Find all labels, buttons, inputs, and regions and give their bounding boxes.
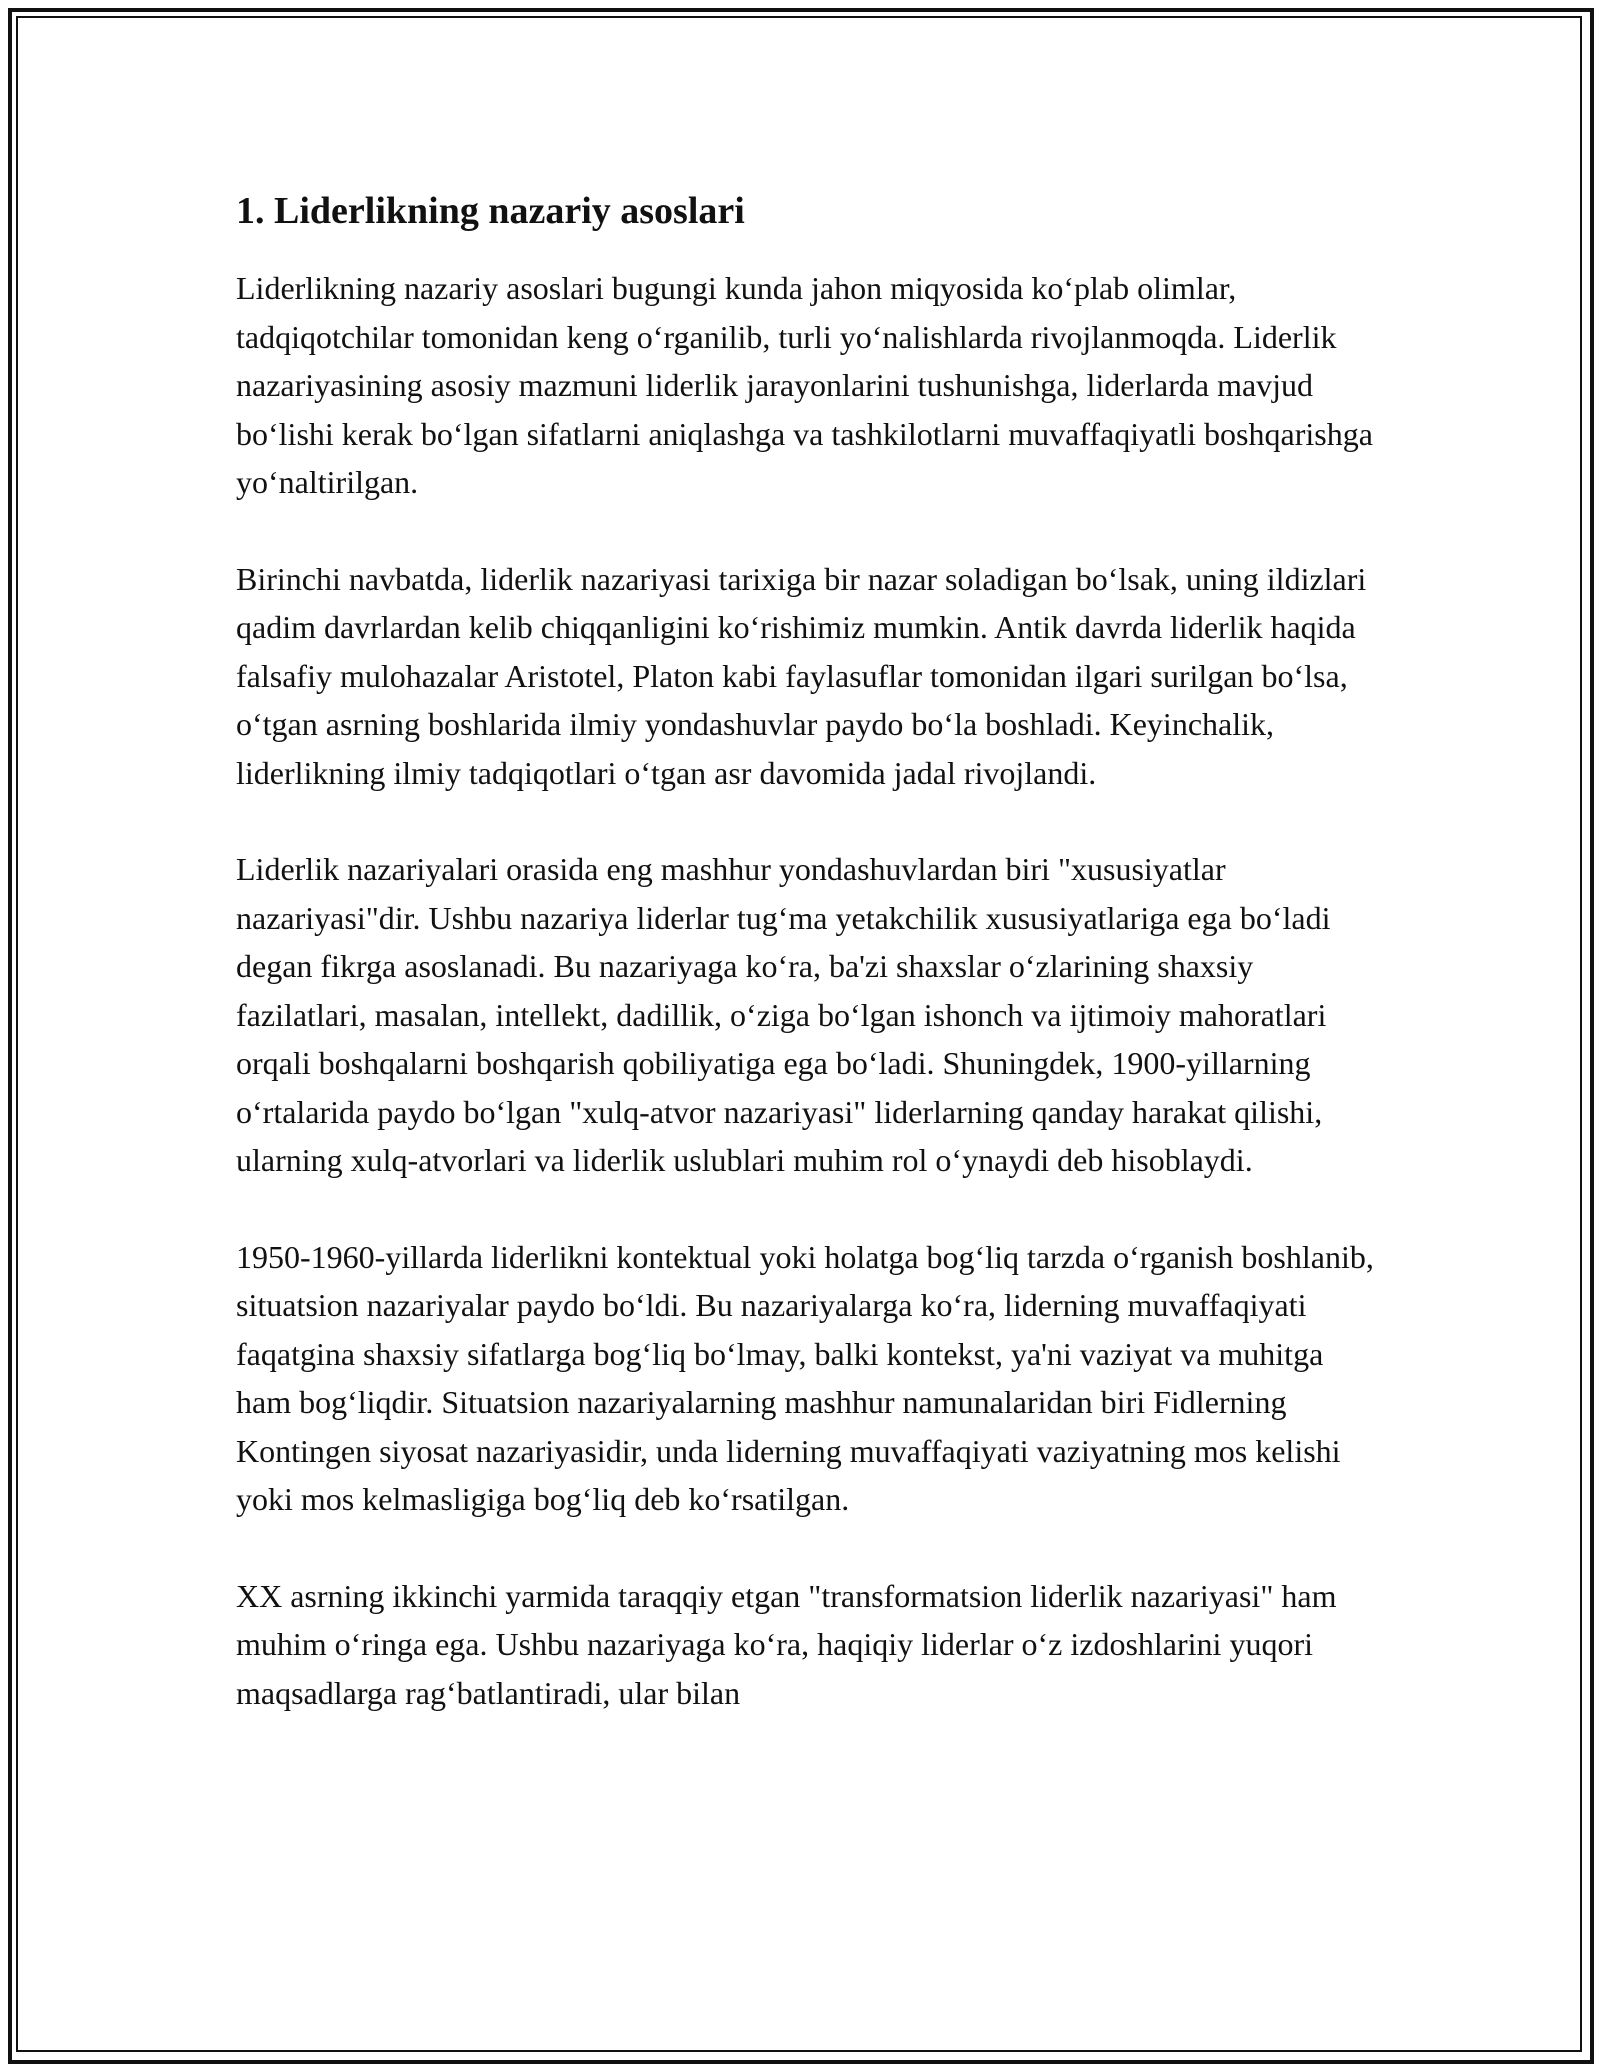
section-heading: 1. Liderlikning nazariy asoslari xyxy=(236,190,745,232)
paragraph-situational-theory: 1950-1960-yillarda liderlikni kontektual yoki holatga bog‘liq tarzda o‘rganish boshlanib, situatsion nazariyalar paydo bo‘ldi. Bu nazariyalarga ko‘ra, liderning muvaffaqiyati faqatgina shaxsiy sifatlarga bog‘liq bo‘lmay, balki kontekst, ya'ni vaziyat va muhitga ham bog‘liqdir. Situatsion nazariyalarning mashhur namunalaridan biri Fidlerning Kontingen siyosat nazariyasidir, unda liderning muvaffaqiyati vaziyatning mos kelishi yoki mos kelmasligiga bog‘liq deb ko‘rsatilgan. xyxy=(236,1238,1374,1517)
paragraph-history: Birinchi navbatda, liderlik nazariyasi tarixiga bir nazar soladigan bo‘lsak, uning ildizlari qadim davrlardan kelib chiqqanligini ko‘rishimiz mumkin. Antik davrda liderlik haqida falsafiy mulohazalar Aristotel, Platon kabi faylasuflar tomonidan ilgari surilgan bo‘lsa, o‘tgan asrning boshlarida ilmiy yondashuvlar paydo bo‘la boshladi. Keyinchalik, liderlikning ilmiy tadqiqotlari o‘tgan asr davomida jadal rivojlandi. xyxy=(236,560,1367,791)
paragraph-trait-theory: Liderlik nazariyalari orasida eng mashhur yondashuvlardan biri "xususiyatlar nazariyasi"dir. Ushbu nazariya liderlar tug‘ma yetakchilik xususiyatlariga ega bo‘ladi degan fikrga asoslanadi. Bu nazariyaga ko‘ra, ba'zi shaxslar o‘zlarining shaxsiy fazilatlari, masalan, intellekt, dadillik, o‘ziga bo‘lgan ishonch va ijtimoiy mahoratlari orqali boshqalarni boshqarish qobiliyatiga ega bo‘ladi. Shuningdek, 1900-yillarning o‘rtalarida paydo bo‘lgan "xulq-atvor nazariyasi" liderlarning qanday harakat qilishi, ularning xulq-atvorlari va liderlik uslublari muhim rol o‘ynaydi deb hisoblaydi. xyxy=(236,851,1331,1178)
document-body xyxy=(236,186,1386,1765)
paragraph-intro: Liderlikning nazariy asoslari bugungi kunda jahon miqyosida ko‘plab olimlar, tadqiqotchilar tomonidan keng o‘rganilib, turli yo‘nalishlarda rivojlanmoqda. Liderlik nazariyasining asosiy mazmuni liderlik jarayonlarini tushunishga, liderlarda mavjud bo‘lishi kerak bo‘lgan sifatlarni aniqlashga va tashkilotlarni muvaffaqiyatli boshqarishga yo‘naltirilgan. xyxy=(236,270,1373,500)
paragraph-transformational-theory: XX asrning ikkinchi yarmida taraqqiy etgan "transformatsion liderlik nazariyasi" ham muhim o‘ringa ega. Ushbu nazariyaga ko‘ra, haqiqiy liderlar o‘z izdoshlarini yuqori maqsadlarga rag‘batlantiradi, ular bilan xyxy=(236,1577,1337,1711)
